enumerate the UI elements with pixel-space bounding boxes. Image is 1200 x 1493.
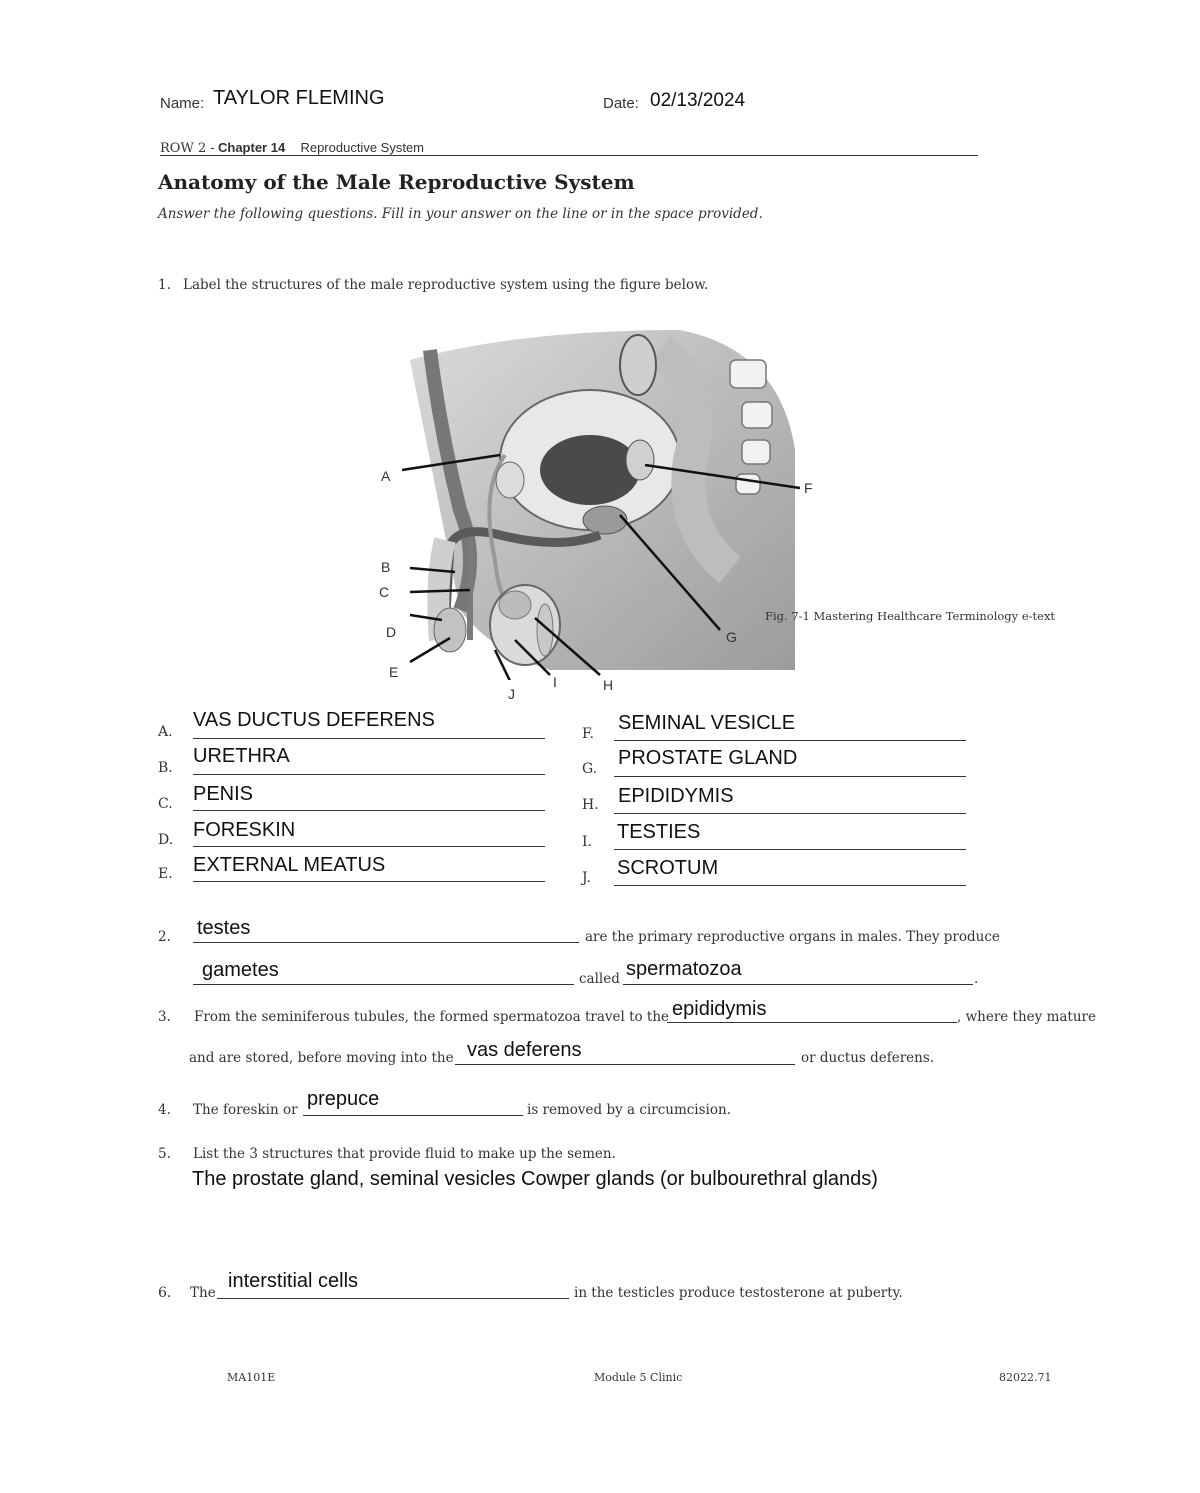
q2-text-2: called	[579, 971, 620, 987]
fig-letter-g: G	[726, 629, 737, 645]
fig-letter-b: B	[381, 559, 391, 575]
fig-letter-a: A	[381, 468, 391, 484]
fig-letter-e: E	[389, 664, 399, 680]
chapter-line	[160, 140, 424, 156]
label-answer-b[interactable]: URETHRA	[193, 745, 290, 767]
q4-text-2: is removed by a circumcision.	[527, 1102, 731, 1118]
q6-text-2: in the testicles produce testosterone at puberty.	[574, 1285, 903, 1301]
label-letter: I.	[582, 834, 592, 850]
label-answer-i[interactable]: TESTIES	[617, 821, 701, 843]
fig-letter-d: D	[386, 624, 397, 640]
q6-text-1: The	[190, 1285, 216, 1301]
footer-left: MA101E	[227, 1371, 276, 1384]
q3-answer-1[interactable]: epididymis	[672, 998, 767, 1020]
q4-number: 4.	[158, 1102, 171, 1118]
footer-right: 82022.71	[999, 1371, 1052, 1384]
label-letter: A.	[158, 724, 173, 740]
label-answer-c[interactable]: PENIS	[193, 783, 254, 805]
q1-number: 1.	[158, 277, 171, 293]
label-letter: E.	[158, 866, 173, 882]
q2-answer-3[interactable]: spermatozoa	[626, 958, 742, 980]
q3-number: 3.	[158, 1009, 171, 1025]
fig-letter-h: H	[603, 677, 614, 693]
label-letter: J.	[582, 870, 591, 886]
row-label: ROW 2 -	[160, 141, 215, 156]
figure-caption: Fig. 7-1 Mastering Healthcare Terminology e-text	[765, 609, 1056, 623]
label-answer-e[interactable]: EXTERNAL MEATUS	[193, 854, 386, 876]
label-letter: C.	[158, 796, 173, 812]
label-answer-g[interactable]: PROSTATE GLAND	[618, 747, 798, 769]
q5-text: List the 3 structures that provide fluid to make up the semen.	[193, 1146, 616, 1162]
q3-text-4: or ductus deferens.	[801, 1050, 935, 1066]
name-label: Name:	[160, 95, 205, 112]
date-label: Date:	[603, 95, 639, 112]
fig-letter-j: J	[508, 686, 515, 702]
reproductive-diagram	[400, 310, 800, 680]
q4-answer[interactable]: prepuce	[307, 1088, 380, 1110]
q4-text-1: The foreskin or	[193, 1102, 298, 1118]
q2-answer-2[interactable]: gametes	[202, 959, 279, 981]
q2-end: .	[974, 971, 979, 987]
label-letter: D.	[158, 832, 174, 848]
label-letter: F.	[582, 726, 594, 742]
q1-text: Label the structures of the male reproductive system using the figure below.	[183, 277, 709, 293]
q6-number: 6.	[158, 1285, 172, 1301]
q6-answer[interactable]: interstitial cells	[228, 1270, 359, 1292]
label-answer-d[interactable]: FORESKIN	[193, 819, 296, 841]
page-title: Anatomy of the Male Reproductive System	[158, 170, 635, 194]
q2-answer-1[interactable]: testes	[197, 917, 251, 939]
footer-center: Module 5 Clinic	[594, 1371, 683, 1384]
fig-letter-f: F	[804, 480, 813, 496]
name-value[interactable]: TAYLOR FLEMING	[213, 87, 385, 109]
chapter-label: Chapter 14	[218, 140, 286, 155]
label-answer-a[interactable]: VAS DUCTUS DEFERENS	[193, 709, 435, 731]
instructions: Answer the following questions. Fill in your answer on the line or in the space provided.	[158, 206, 763, 222]
fig-letter-c: C	[379, 584, 390, 600]
q3-text-1: From the seminiferous tubules, the formed spermatozoa travel to the	[194, 1009, 670, 1025]
q3-answer-2[interactable]: vas deferens	[467, 1039, 582, 1061]
chapter-title: Reproductive System	[300, 140, 425, 155]
q3-text-2: , where they mature	[957, 1009, 1096, 1025]
q2-text-1: are the primary reproductive organs in males. They produce	[585, 929, 1000, 945]
q5-answer[interactable]: The prostate gland, seminal vesicles Cowper glands (or bulbourethral glands)	[192, 1168, 878, 1190]
q2-number: 2.	[158, 929, 171, 945]
header-rule	[160, 155, 978, 156]
label-answer-h[interactable]: EPIDIDYMIS	[618, 785, 734, 807]
label-letter: B.	[158, 760, 173, 776]
q3-text-3: and are stored, before moving into the	[189, 1050, 454, 1066]
label-letter: G.	[582, 761, 598, 777]
label-letter: H.	[582, 797, 599, 813]
label-answer-j[interactable]: SCROTUM	[617, 857, 719, 879]
label-answer-f[interactable]: SEMINAL VESICLE	[618, 712, 796, 734]
date-value[interactable]: 02/13/2024	[650, 90, 746, 111]
q5-number: 5.	[158, 1146, 171, 1162]
fig-letter-i: I	[553, 674, 557, 690]
